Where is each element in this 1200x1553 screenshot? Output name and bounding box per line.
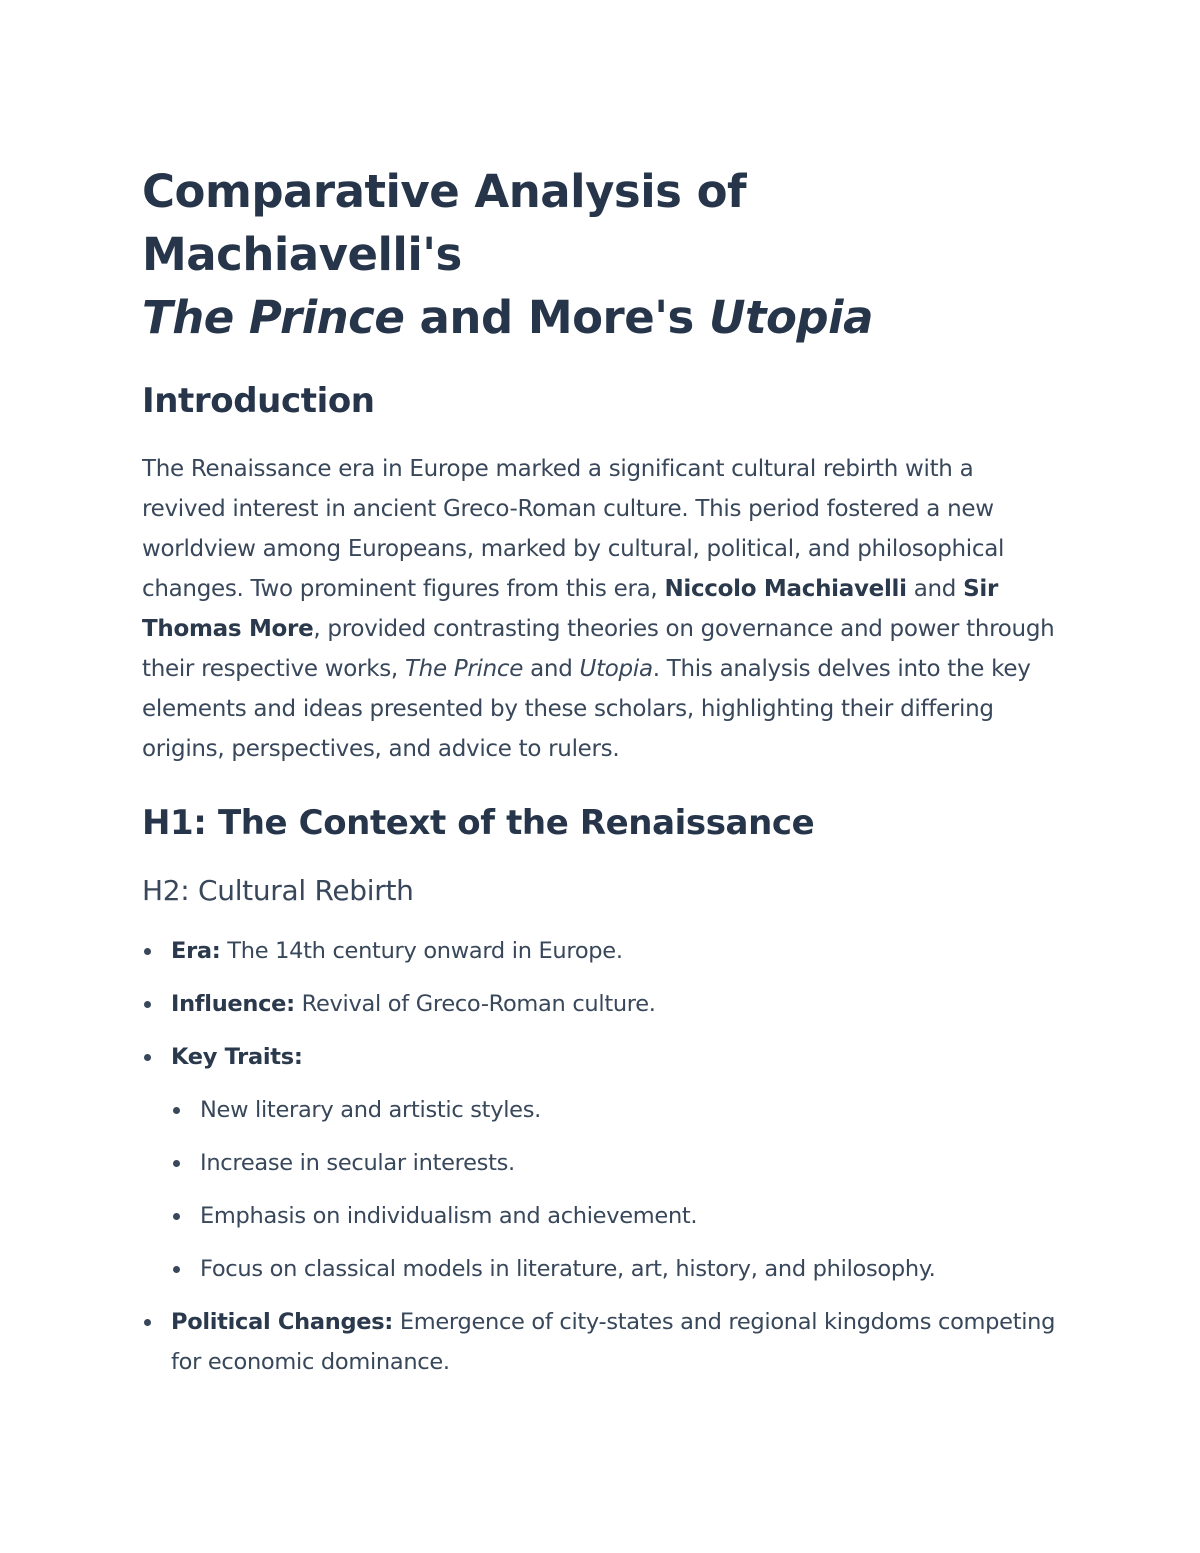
title-prince: The Prince (142, 291, 405, 344)
influence-label: Influence: (171, 991, 295, 1017)
key-traits-label: Key Traits: (171, 1044, 303, 1070)
list-item-political-changes (142, 1302, 1062, 1382)
political-changes-text: Emergence of city-states and regional kingdoms competing for economic dominance. (171, 1309, 1056, 1375)
trait-item: Focus on classical models in literature, art, history, and philosophy. (171, 1249, 1062, 1289)
context-heading: H1: The Context of the Renaissance (142, 803, 815, 843)
cultural-rebirth-list (142, 931, 1062, 1382)
era-label: Era: (171, 938, 221, 964)
cultural-rebirth-heading: H2: Cultural Rebirth (142, 874, 414, 907)
intro-machiavelli: Niccolo Machiavelli (664, 576, 907, 602)
intro-text-1: The Renaissance era in Europe marked a significant cultural rebirth with a revived interest in ancient Greco-Roman culture. This period fostered a new worldview among Europeans, marked by cultural, political, and philosophical changes. Two prominent figures from this era, (142, 456, 1005, 602)
intro-prince: The Prince (404, 656, 524, 682)
key-traits-sublist (171, 1090, 1062, 1289)
intro-text-5: . This analysis delves into the key elements and ideas presented by these scholars, highlighting their differing origins, perspectives, and advice to rulers. (142, 656, 1031, 762)
document-title (142, 160, 1062, 349)
trait-item: Increase in secular interests. (171, 1143, 1062, 1183)
document-page (142, 160, 1062, 1395)
trait-item: Emphasis on individualism and achievement. (171, 1196, 1062, 1236)
intro-text-3: , provided contrasting theories on governance and power through their respective works, (142, 616, 1055, 682)
influence-text: Revival of Greco-Roman culture. (294, 991, 656, 1017)
introduction-heading: Introduction (142, 381, 375, 421)
list-item-key-traits (142, 1037, 1062, 1289)
trait-item: New literary and artistic styles. (171, 1090, 1062, 1130)
intro-text-4: and (523, 656, 580, 682)
list-item-influence (142, 984, 1062, 1024)
list-item-era (142, 931, 1062, 971)
intro-text-2: and (906, 576, 964, 602)
intro-more: Sir Thomas More (142, 576, 999, 642)
intro-utopia: Utopia (579, 656, 653, 682)
political-changes-label: Political Changes: (171, 1309, 393, 1335)
title-part-1: Comparative Analysis of Machiavelli's (142, 165, 747, 281)
title-and-more: and More's (404, 291, 709, 344)
introduction-paragraph (142, 449, 1062, 769)
era-text: The 14th century onward in Europe. (220, 938, 623, 964)
title-utopia: Utopia (708, 291, 873, 344)
